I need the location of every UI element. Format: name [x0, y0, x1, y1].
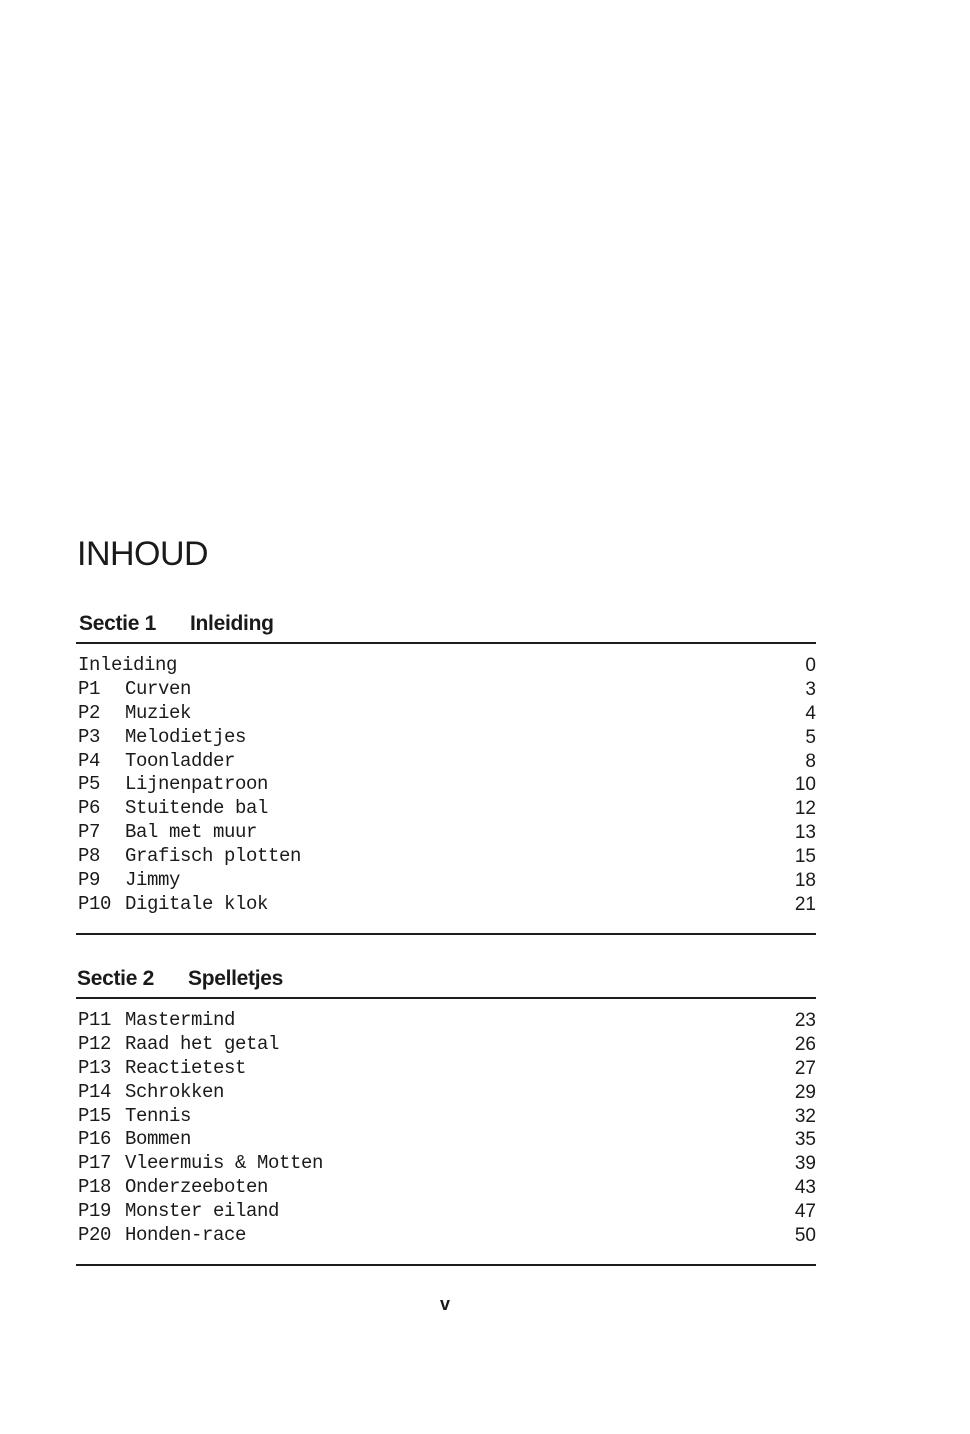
- toc-entry: [76, 726, 816, 750]
- toc-entry-code: P15: [78, 1104, 112, 1127]
- toc-entry-page: 15: [794, 846, 816, 868]
- toc-entry-title: Honden-race: [125, 1224, 247, 1247]
- toc-entry: [76, 821, 816, 845]
- toc-entry-title: Melodietjes: [125, 725, 247, 748]
- toc-entry-code: P7: [78, 821, 101, 844]
- toc-entry: [76, 893, 816, 917]
- toc-entry: [76, 845, 816, 869]
- section-top-rule: [76, 997, 816, 999]
- toc-entry-title: Raad het getal: [125, 1032, 280, 1055]
- toc-entry-title: Muziek: [125, 701, 192, 724]
- section-number: Sectie 1: [79, 612, 156, 635]
- toc-entry-title: Onderzeeboten: [125, 1176, 269, 1199]
- section-name: Inleiding: [190, 612, 274, 635]
- toc-entry-title: Curven: [125, 677, 192, 700]
- toc-entry-page: 26: [794, 1033, 816, 1055]
- toc-entry-page: 8: [805, 750, 816, 772]
- toc-entry-page: 3: [805, 678, 816, 700]
- toc-entry-page: 0: [805, 655, 816, 676]
- toc-entry-page: 23: [794, 1010, 816, 1031]
- toc-entry-page: 43: [794, 1177, 816, 1199]
- toc-entry-code: P17: [78, 1152, 112, 1175]
- toc-entry-page: 21: [794, 893, 816, 915]
- section-top-rule: [76, 642, 816, 644]
- toc-entry-title: Jimmy: [125, 869, 181, 892]
- toc-entry: [76, 1033, 816, 1057]
- toc-entry-title: Digitale klok: [125, 892, 269, 915]
- toc-entry-title: Lijnenpatroon: [125, 773, 269, 796]
- toc-entry-title: Reactietest: [125, 1056, 247, 1079]
- toc-entry-code: P13: [78, 1056, 112, 1079]
- toc-entry-code: P10: [78, 892, 112, 915]
- toc-entry: [76, 678, 816, 702]
- toc-entry: [76, 1081, 816, 1105]
- toc-entry-title: Vleermuis & Motten: [125, 1152, 324, 1175]
- toc-entry-page: 32: [794, 1105, 816, 1127]
- toc-entry-page: 12: [794, 798, 816, 820]
- toc-entry-code: P18: [78, 1176, 112, 1199]
- toc-entry-code: P14: [78, 1080, 112, 1103]
- toc-entry-code: P9: [78, 869, 101, 892]
- toc-entry-title: Inleiding: [78, 654, 178, 676]
- toc-entry-page: 13: [794, 822, 816, 844]
- toc-entry-code: P1: [78, 677, 101, 700]
- toc-entry-page: 18: [794, 870, 816, 892]
- toc-entry-title: Bommen: [125, 1128, 192, 1151]
- toc-list: [76, 654, 816, 917]
- toc-entry-title: Tennis: [125, 1104, 192, 1127]
- toc-entry-code: P19: [78, 1200, 112, 1223]
- toc-entry-title: Schrokken: [125, 1080, 225, 1103]
- toc-entry-code: P5: [78, 773, 101, 796]
- toc-entry-title: Monster eiland: [125, 1200, 280, 1223]
- toc-entry: [76, 1009, 816, 1033]
- toc-entry-title: Grafisch plotten: [125, 845, 302, 868]
- toc-entry-page: 5: [805, 726, 816, 748]
- toc-entry-page: 47: [794, 1201, 816, 1223]
- toc-entry-code: P2: [78, 701, 101, 724]
- toc-entry: [76, 1105, 816, 1129]
- toc-entry-page: 29: [794, 1081, 816, 1103]
- toc-entry-page: 39: [794, 1153, 816, 1175]
- toc-entry: [76, 797, 816, 821]
- section-number: Sectie 2: [77, 967, 154, 990]
- toc-list: [76, 1009, 816, 1248]
- section-spelletjes: [76, 964, 816, 1266]
- toc-entry-code: P6: [78, 797, 101, 820]
- toc-entry-code: P16: [78, 1128, 112, 1151]
- page-number: v: [439, 1294, 450, 1314]
- toc-entry-page: 4: [805, 702, 816, 724]
- section-heading: [76, 609, 816, 639]
- section-inleiding: [76, 609, 816, 935]
- toc-entry-title: Toonladder: [125, 749, 236, 772]
- toc-entry: [76, 869, 816, 893]
- section-name: Spelletjes: [188, 967, 284, 990]
- toc-entry-code: P20: [78, 1224, 112, 1247]
- section-bottom-rule: [76, 933, 816, 935]
- toc-entry: [76, 750, 816, 774]
- toc-entry-code: P4: [78, 749, 101, 772]
- toc-entry: [76, 1224, 816, 1248]
- toc-entry: [76, 773, 816, 797]
- section-bottom-rule: [76, 1264, 816, 1266]
- toc-entry-title: Stuitende bal: [125, 797, 269, 820]
- toc-entry: [76, 1200, 816, 1224]
- toc-entry: [76, 1152, 816, 1176]
- toc-entry-code: P12: [78, 1032, 112, 1055]
- toc-entry: [76, 654, 816, 678]
- toc-entry: [76, 702, 816, 726]
- toc-entry: [76, 1057, 816, 1081]
- toc-entry-page: 27: [794, 1057, 816, 1079]
- toc-entry-code: P3: [78, 725, 101, 748]
- toc-entry-page: 35: [794, 1129, 816, 1151]
- toc-entry-code: P8: [78, 845, 101, 868]
- toc-entry-code: P11: [78, 1009, 112, 1031]
- toc-entry-title: Mastermind: [125, 1009, 236, 1031]
- section-heading: [76, 964, 816, 994]
- page-title: INHOUD: [77, 535, 209, 573]
- toc-entry-page: 50: [794, 1225, 816, 1247]
- toc-entry-page: 10: [794, 774, 816, 796]
- toc-entry-title: Bal met muur: [125, 821, 258, 844]
- toc-entry: [76, 1176, 816, 1200]
- toc-entry: [76, 1128, 816, 1152]
